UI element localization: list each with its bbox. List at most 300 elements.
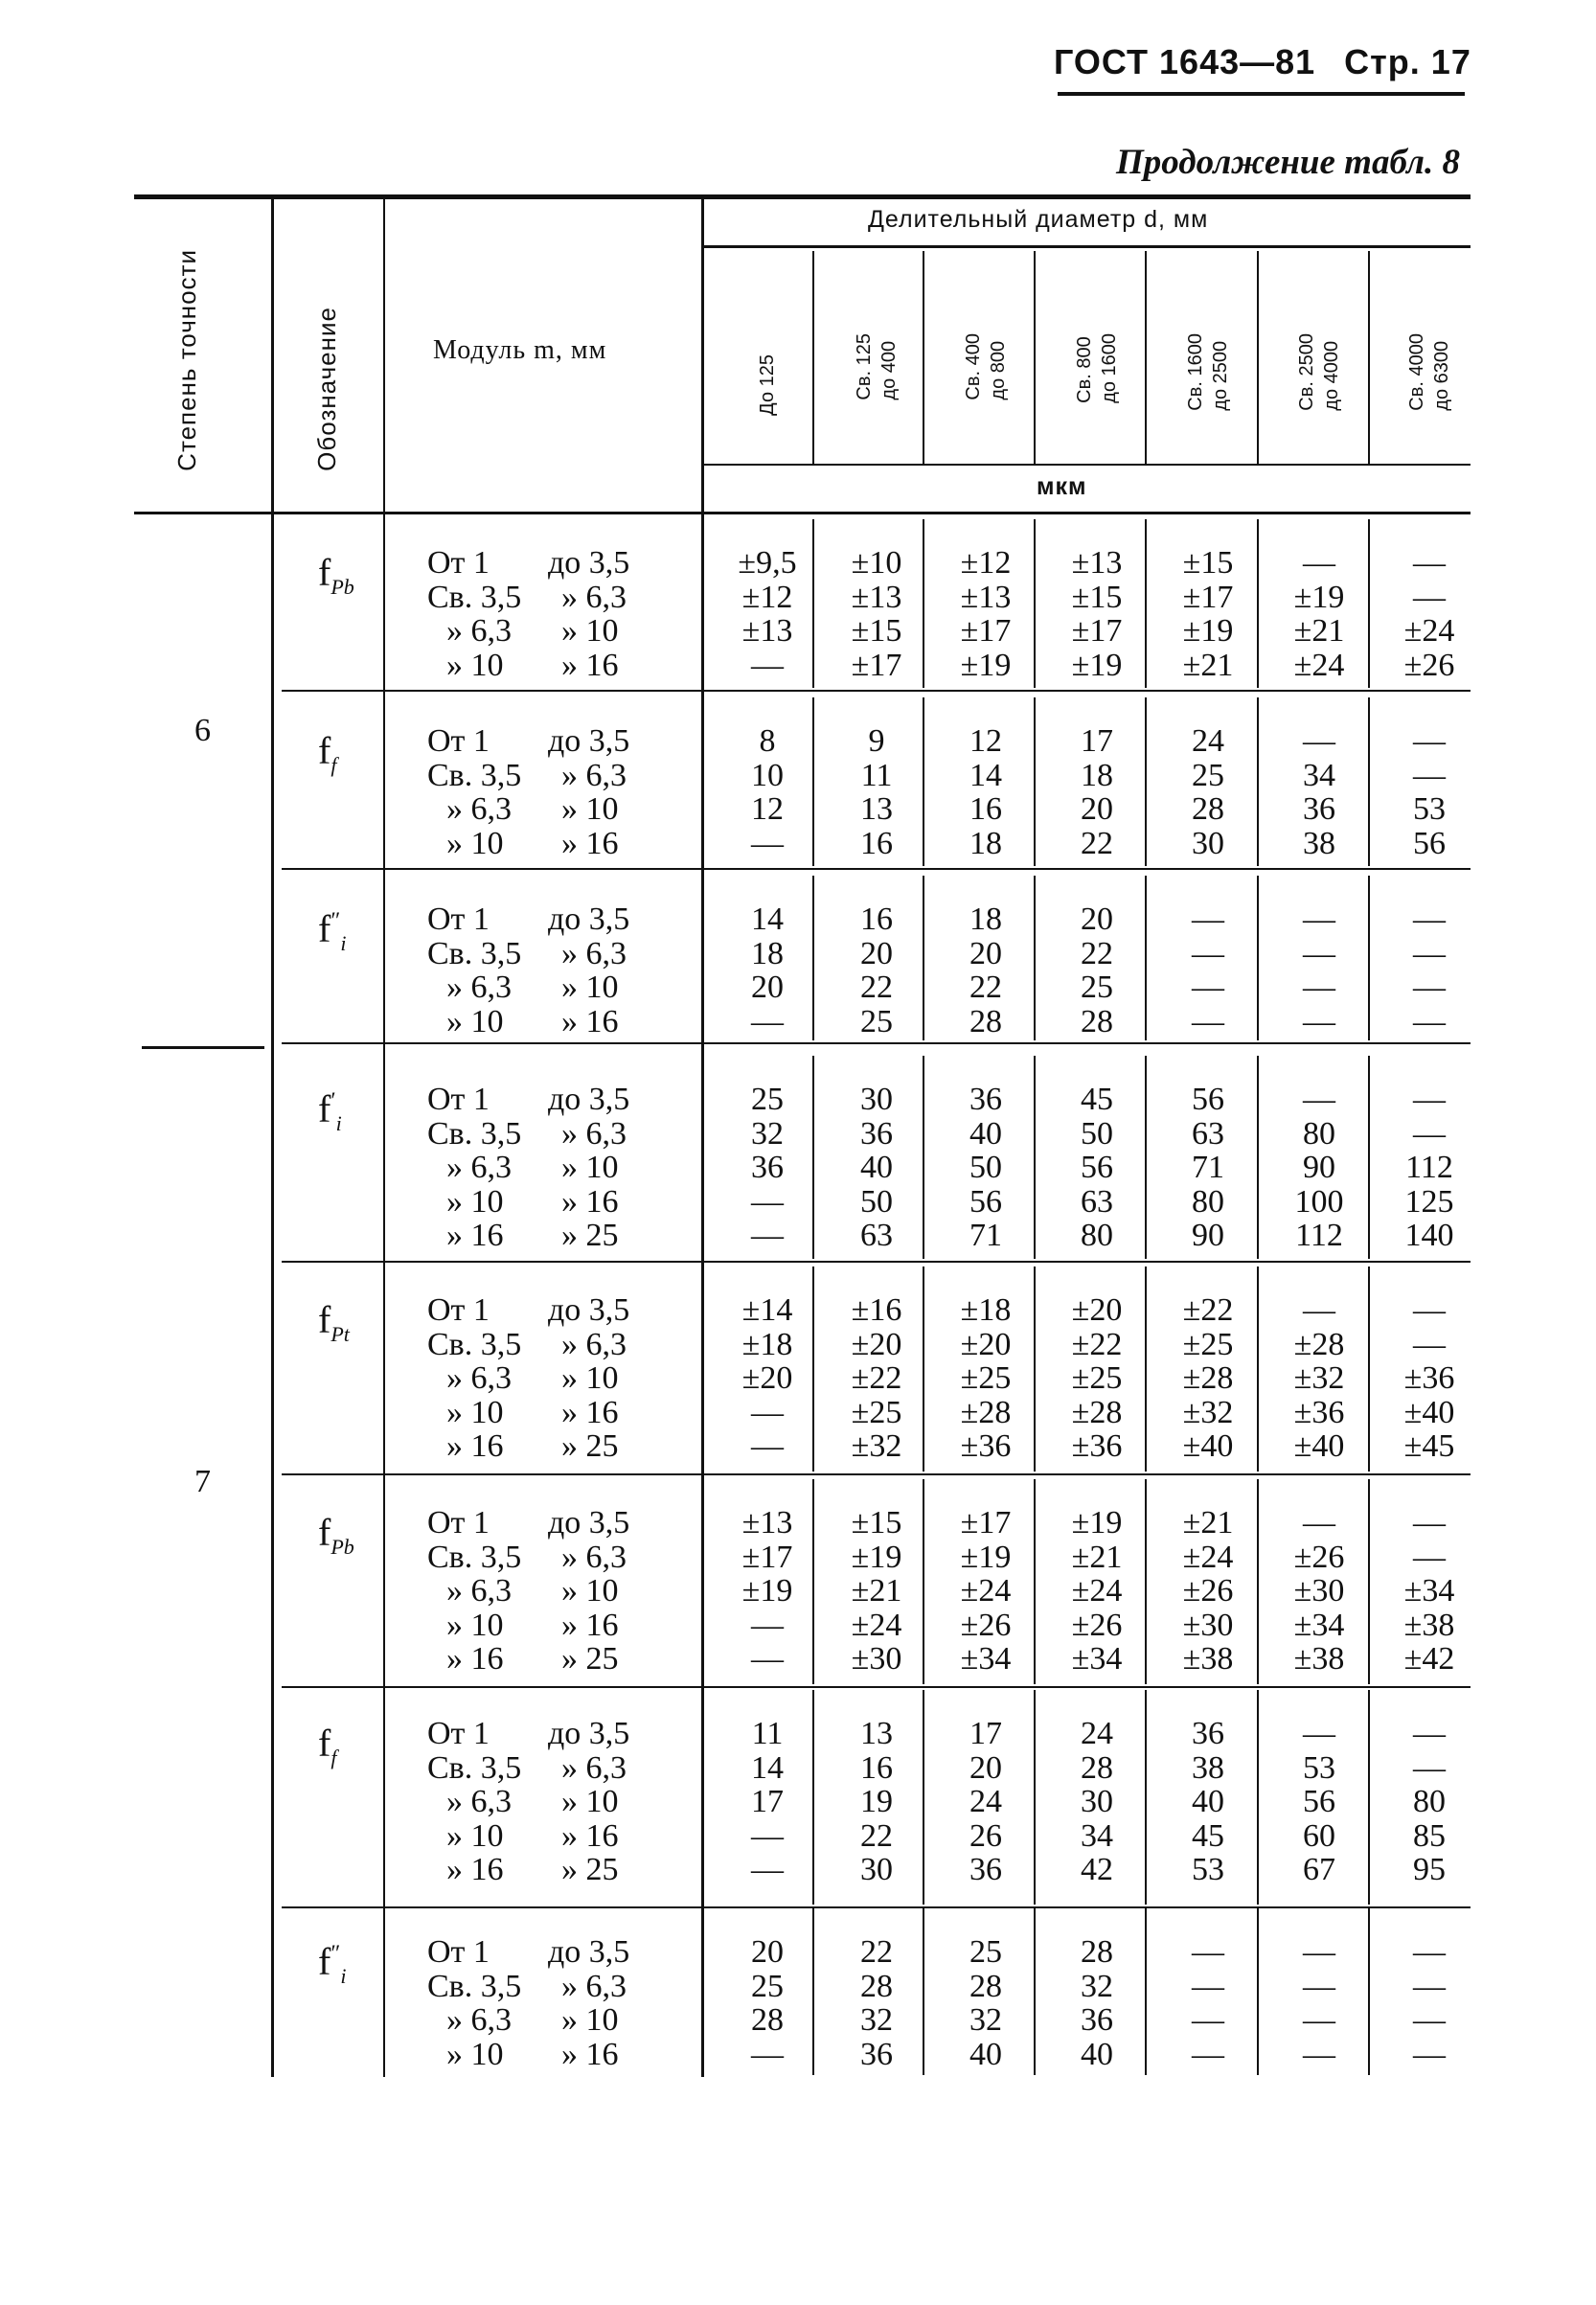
table-cell: ±24 (1182, 1539, 1234, 1575)
value-column-divider (923, 1267, 924, 1472)
table-cell: ±36 (1071, 1428, 1123, 1464)
table-cell: — (751, 1852, 784, 1887)
module-from: » 16 (446, 1428, 504, 1464)
table-cell: 56 (969, 1183, 1002, 1220)
table-cell: 71 (969, 1218, 1002, 1253)
module-from: » 6,3 (446, 1784, 512, 1819)
module-from: » 10 (446, 2036, 504, 2072)
table-cell: 16 (969, 791, 1002, 827)
table-cell: — (1303, 545, 1335, 581)
module-from: » 6,3 (446, 1360, 512, 1396)
table-cell: ±45 (1403, 1428, 1455, 1464)
table-cell: ±13 (1071, 545, 1123, 581)
table-cell: 11 (751, 1716, 784, 1751)
table-cell: 56 (1081, 1150, 1113, 1185)
module-from: » 6,3 (446, 1150, 512, 1185)
table-cell: ±32 (851, 1428, 902, 1464)
accuracy-grade-6: 6 (194, 713, 211, 748)
value-column (1155, 1935, 1261, 2071)
diameter-label-line: до 1600 (1099, 333, 1120, 403)
table-cell: 32 (751, 1115, 784, 1152)
value-column-divider (1034, 1056, 1036, 1259)
table-cell: ±34 (1403, 1573, 1455, 1609)
table-cell: 28 (969, 1003, 1002, 1039)
table-cell: — (1192, 1003, 1224, 1039)
table-cell: ±15 (851, 613, 902, 649)
module-from: » 16 (446, 1852, 504, 1887)
diameter-label-line: До 125 (757, 354, 778, 416)
table-cell: — (751, 825, 784, 861)
table-cell: ±9,5 (738, 545, 797, 581)
symbol-base: f (318, 551, 331, 594)
table-cell: 50 (969, 1150, 1002, 1185)
module-from: Св. 3,5 (427, 1749, 522, 1786)
module-to: » 10 (561, 1360, 619, 1396)
table-cell: 34 (1303, 757, 1335, 793)
table-cell: — (751, 1428, 784, 1464)
table-cell: 36 (1303, 791, 1335, 827)
diameter-label-line: Св. 800 (1074, 336, 1095, 403)
page-number: Стр. 17 (1344, 42, 1471, 81)
module-to: » 25 (561, 1641, 619, 1677)
module-to: » 10 (561, 1784, 619, 1819)
table-cell: — (1192, 901, 1224, 937)
table-cell: 63 (860, 1218, 893, 1253)
table-cell: ±28 (1293, 1326, 1345, 1362)
table-cell: 17 (1081, 723, 1113, 759)
module-to: до 3,5 (548, 545, 630, 581)
module-from: От 1 (427, 545, 490, 581)
value-column-divider (1257, 1267, 1259, 1472)
table-cell: 45 (1081, 1082, 1113, 1117)
column-header-units: мкм (1037, 473, 1087, 500)
table-cell: 53 (1192, 1852, 1224, 1887)
table-cell: — (1192, 935, 1224, 971)
module-from: » 10 (446, 1003, 504, 1039)
table-cell: 36 (969, 1852, 1002, 1887)
module-from: Св. 3,5 (427, 1115, 522, 1152)
table-cell: ±28 (1071, 1394, 1123, 1430)
table-cell: ±25 (851, 1394, 902, 1430)
value-column (1044, 724, 1150, 860)
module-to: » 16 (561, 1394, 619, 1430)
table-cell: 25 (969, 1934, 1002, 1970)
table-cell: ±24 (1071, 1573, 1123, 1609)
table-cell: — (1413, 1115, 1446, 1152)
module-to: » 6,3 (561, 1539, 627, 1575)
value-column (715, 1293, 820, 1464)
value-column (1377, 546, 1482, 682)
table-cell: 90 (1192, 1218, 1224, 1253)
table-cell: — (1303, 970, 1335, 1005)
table-cell: — (1413, 579, 1446, 615)
table-cell: ±36 (1403, 1360, 1455, 1396)
table-cell: 38 (1192, 1749, 1224, 1786)
module-from: » 10 (446, 1817, 504, 1854)
diameter-header-divider (812, 251, 814, 464)
table-cell: ±19 (741, 1573, 793, 1609)
table-cell: ±19 (1293, 579, 1345, 615)
table-cell: ±15 (1071, 579, 1123, 615)
table-cell: ±19 (960, 647, 1012, 683)
value-column (1044, 902, 1150, 1038)
table-cell: ±30 (1293, 1573, 1345, 1609)
table-cell: 32 (1081, 1968, 1113, 2004)
table-cell: ±26 (1293, 1539, 1345, 1575)
table-cell: ±19 (960, 1539, 1012, 1575)
symbol-base: f (318, 1722, 331, 1765)
value-column-divider (1368, 697, 1370, 866)
table-cell: 125 (1404, 1183, 1454, 1220)
table-cell: 30 (1192, 825, 1224, 861)
column-header-grade: Степень точности (172, 249, 201, 471)
block-separator-rule (282, 1906, 1471, 1908)
diameter-header-divider (1145, 251, 1147, 464)
table-cell: — (1413, 1003, 1446, 1039)
table-cell: ±26 (1182, 1573, 1234, 1609)
module-to: » 16 (561, 2036, 619, 2072)
table-cell: ±17 (1071, 613, 1123, 649)
module-from: От 1 (427, 723, 490, 759)
table-cell: — (1413, 723, 1446, 759)
table-cell: — (1303, 1082, 1335, 1117)
table-cell: 32 (969, 2002, 1002, 2038)
table-cell: ±17 (960, 1505, 1012, 1540)
value-column-divider (1034, 1267, 1036, 1472)
table-cell: ±24 (1293, 647, 1345, 683)
table-cell: 50 (1081, 1115, 1113, 1152)
value-column-divider (1257, 1908, 1259, 2075)
table-cell: 80 (1303, 1115, 1335, 1152)
module-from: От 1 (427, 1716, 490, 1751)
column-header-diameter-4 (1072, 333, 1122, 403)
table-cell: 20 (1081, 791, 1113, 827)
value-column-divider (923, 1908, 924, 2075)
table-cell: 18 (969, 825, 1002, 861)
table-cell: ±21 (1182, 647, 1234, 683)
module-from: » 16 (446, 1641, 504, 1677)
table-cell: ±36 (1293, 1394, 1345, 1430)
table-cell: ±13 (851, 579, 902, 615)
table-cell: — (1413, 1292, 1446, 1328)
value-column-divider (1368, 1267, 1370, 1472)
table-cell: ±34 (960, 1641, 1012, 1677)
table-cell: ±12 (960, 545, 1012, 581)
module-to: до 3,5 (548, 723, 630, 759)
table-cell: ±21 (1182, 1505, 1234, 1540)
value-column (1266, 1717, 1372, 1887)
table-cell: 45 (1192, 1817, 1224, 1854)
table-cell: ±24 (960, 1573, 1012, 1609)
table-cell: 12 (969, 723, 1002, 759)
value-column (1266, 1083, 1372, 1253)
value-column-divider (812, 1908, 814, 2075)
value-column (1044, 1083, 1150, 1253)
table-cell: 112 (1405, 1150, 1453, 1185)
diameter-label-line: до 400 (878, 340, 900, 400)
value-column (1266, 1293, 1372, 1464)
symbol-subscript: Pt (331, 1322, 350, 1346)
table-cell: 42 (1081, 1852, 1113, 1887)
table-cell: 95 (1413, 1852, 1446, 1887)
block-separator-rule (282, 1042, 1471, 1044)
module-from: » 10 (446, 825, 504, 861)
value-column-divider (923, 1056, 924, 1259)
table-cell: ±17 (1182, 579, 1234, 615)
table-cell: — (1192, 1934, 1224, 1970)
table-cell: 28 (969, 1968, 1002, 2004)
table-cell: 16 (860, 901, 893, 937)
table-cell: — (1413, 935, 1446, 971)
table-cell: ±26 (1403, 647, 1455, 683)
table-cell: — (751, 1607, 784, 1643)
column-header-diameter-5 (1183, 333, 1233, 411)
module-to: до 3,5 (548, 1505, 630, 1540)
diameter-header-divider (1257, 251, 1259, 464)
table-cell: ±25 (1182, 1326, 1234, 1362)
table-cell: — (1413, 1968, 1446, 2004)
module-from: » 16 (446, 1218, 504, 1253)
table-cell: 17 (969, 1716, 1002, 1751)
value-column (715, 724, 820, 860)
table-cell: — (1303, 723, 1335, 759)
table-cell: 16 (860, 825, 893, 861)
table-cell: 22 (860, 1934, 893, 1970)
module-to: » 16 (561, 1607, 619, 1643)
header-rule (1058, 92, 1465, 96)
table-cell: — (751, 1641, 784, 1677)
table-cell: 40 (969, 1115, 1002, 1152)
value-column-divider (923, 1479, 924, 1684)
value-column-divider (1145, 519, 1147, 688)
table-cell: ±26 (960, 1607, 1012, 1643)
table-cell: 11 (860, 757, 893, 793)
table-cell: ±32 (1293, 1360, 1345, 1396)
table-cell: 16 (860, 1749, 893, 1786)
value-column (715, 1717, 820, 1887)
module-to: » 6,3 (561, 579, 627, 615)
diameter-label-line: Св. 400 (963, 333, 984, 400)
module-to: » 6,3 (561, 757, 627, 793)
value-column-divider (923, 1690, 924, 1905)
table-continuation-title: Продолжение табл. 8 (1116, 143, 1460, 182)
value-column (1377, 1717, 1482, 1887)
table-cell: ±38 (1403, 1607, 1455, 1643)
table-cell: — (1413, 1539, 1446, 1575)
diameter-label-line: Св. 4000 (1406, 333, 1427, 411)
column-header-module: Модуль m, мм (433, 335, 607, 365)
value-column-divider (1368, 1908, 1370, 2075)
table-cell: 40 (969, 2036, 1002, 2072)
module-from: » 6,3 (446, 1573, 512, 1609)
table-cell: ±20 (960, 1326, 1012, 1362)
table-cell: 80 (1192, 1183, 1224, 1220)
value-column (1266, 1935, 1372, 2071)
table-cell: 53 (1413, 791, 1446, 827)
module-from: » 6,3 (446, 970, 512, 1005)
value-column (824, 1935, 929, 2071)
table-cell: 22 (969, 970, 1002, 1005)
table-cell: 25 (860, 1003, 893, 1039)
table-cell: 18 (1081, 757, 1113, 793)
table-cell: 36 (860, 1115, 893, 1152)
table-cell: ±16 (851, 1292, 902, 1328)
table-cell: 24 (1081, 1716, 1113, 1751)
table-cell: — (1303, 1934, 1335, 1970)
table-cell: 80 (1413, 1784, 1446, 1819)
value-column (824, 1506, 929, 1677)
page-header (1054, 42, 1471, 82)
table-cell: ±12 (741, 579, 793, 615)
diameter-label-line: до 800 (988, 340, 1009, 400)
grade-column-divider (271, 199, 274, 2077)
table-cell: — (1413, 1934, 1446, 1970)
module-to: до 3,5 (548, 1934, 630, 1970)
table-cell: ±25 (1071, 1360, 1123, 1396)
table-cell: ±17 (741, 1539, 793, 1575)
symbol-subscript: i (340, 1964, 347, 1988)
table-cell: — (1303, 1292, 1335, 1328)
value-column-divider (1257, 876, 1259, 1040)
module-to: до 3,5 (548, 1292, 630, 1328)
table-cell: 28 (860, 1968, 893, 2004)
value-column (1266, 1506, 1372, 1677)
table-cell: 30 (1081, 1784, 1113, 1819)
value-column (933, 902, 1038, 1038)
module-from: От 1 (427, 901, 490, 937)
value-column-divider (1034, 697, 1036, 866)
table-cell: ±22 (1071, 1326, 1123, 1362)
value-column (1377, 1083, 1482, 1253)
table-cell: ±10 (851, 545, 902, 581)
table-cell: — (1303, 1003, 1335, 1039)
value-column (1044, 1506, 1150, 1677)
table-cell: ±21 (1293, 613, 1345, 649)
table-cell: 56 (1303, 1784, 1335, 1819)
table-cell: ±30 (851, 1641, 902, 1677)
module-from: Св. 3,5 (427, 935, 522, 971)
table-cell: ±21 (851, 1573, 902, 1609)
value-column (1266, 546, 1372, 682)
table-cell: — (1413, 1505, 1446, 1540)
block-separator-rule (282, 868, 1471, 870)
value-column (824, 1293, 929, 1464)
table-cell: 40 (1192, 1784, 1224, 1819)
table-cell: 17 (751, 1784, 784, 1819)
value-column (1044, 546, 1150, 682)
column-header-diameter-group: Делительный диаметр d, мм (868, 206, 1209, 233)
table-cell: ±26 (1071, 1607, 1123, 1643)
module-to: » 16 (561, 1183, 619, 1220)
value-column-divider (1368, 1056, 1370, 1259)
value-column-divider (812, 697, 814, 866)
table-cell: — (1413, 1749, 1446, 1786)
value-column (1377, 1935, 1482, 2071)
module-column-divider (701, 199, 704, 2077)
units-rule (703, 464, 1471, 466)
module-from: » 10 (446, 647, 504, 683)
table-cell: ±28 (960, 1394, 1012, 1430)
table-cell: 63 (1192, 1115, 1224, 1152)
value-column (715, 1506, 820, 1677)
table-cell: — (751, 1218, 784, 1253)
table-cell: 14 (751, 901, 784, 937)
table-cell: 13 (860, 1716, 893, 1751)
table-cell: 20 (1081, 901, 1113, 937)
table-cell: 80 (1081, 1218, 1113, 1253)
table-cell: ±18 (960, 1292, 1012, 1328)
table-cell: ±24 (1403, 613, 1455, 649)
value-column-divider (812, 1479, 814, 1684)
value-column (1044, 1717, 1150, 1887)
symbol-base: f (318, 729, 331, 772)
table-cell: ±19 (851, 1539, 902, 1575)
table-cell: — (751, 1183, 784, 1220)
value-column (933, 724, 1038, 860)
standard-number: ГОСТ 1643—81 (1054, 42, 1316, 81)
value-column-divider (1145, 1690, 1147, 1905)
table-cell: — (751, 2036, 784, 2072)
value-column (715, 902, 820, 1038)
module-to: » 10 (561, 1573, 619, 1609)
value-column (824, 1083, 929, 1253)
value-column (1044, 1935, 1150, 2071)
table-cell: 26 (969, 1817, 1002, 1854)
table-cell: 14 (969, 757, 1002, 793)
table-cell: ±13 (741, 1505, 793, 1540)
parameter-symbol (318, 1297, 350, 1347)
symbol-subscript: i (340, 931, 347, 955)
symbol-superscript: ″ (331, 908, 341, 934)
table-cell: — (1303, 935, 1335, 971)
diameter-label-line: Св. 125 (854, 333, 875, 400)
module-to: до 3,5 (548, 1716, 630, 1751)
table-cell: 8 (759, 723, 776, 759)
value-column-divider (923, 697, 924, 866)
module-to: » 6,3 (561, 1326, 627, 1362)
module-to: » 6,3 (561, 1115, 627, 1152)
value-column (933, 546, 1038, 682)
value-column-divider (1145, 1267, 1147, 1472)
table-cell: 19 (860, 1784, 893, 1819)
table-cell: ±38 (1293, 1641, 1345, 1677)
module-to: до 3,5 (548, 901, 630, 937)
module-to: » 10 (561, 791, 619, 827)
value-column (1266, 902, 1372, 1038)
table-cell: 38 (1303, 825, 1335, 861)
table-cell: ±19 (1071, 647, 1123, 683)
table-cell: 36 (860, 2036, 893, 2072)
table-cell: 20 (969, 935, 1002, 971)
table-cell: 112 (1295, 1218, 1343, 1253)
symbol-base: f (318, 1298, 331, 1341)
symbol-base: f (318, 1087, 331, 1130)
table-cell: ±20 (1071, 1292, 1123, 1328)
value-column (1377, 1293, 1482, 1464)
table-cell: 63 (1081, 1183, 1113, 1220)
table-cell: ±34 (1293, 1607, 1345, 1643)
symbol-base: f (318, 1511, 331, 1554)
table-cell: 24 (1192, 723, 1224, 759)
table-cell: 18 (751, 935, 784, 971)
module-from: Св. 3,5 (427, 1539, 522, 1575)
table-cell: ±38 (1182, 1641, 1234, 1677)
diameter-group-rule (703, 245, 1471, 248)
table-cell: — (1192, 1968, 1224, 2004)
value-column-divider (1034, 519, 1036, 688)
designation-column-divider (383, 199, 385, 2077)
parameter-symbol (318, 1510, 354, 1560)
